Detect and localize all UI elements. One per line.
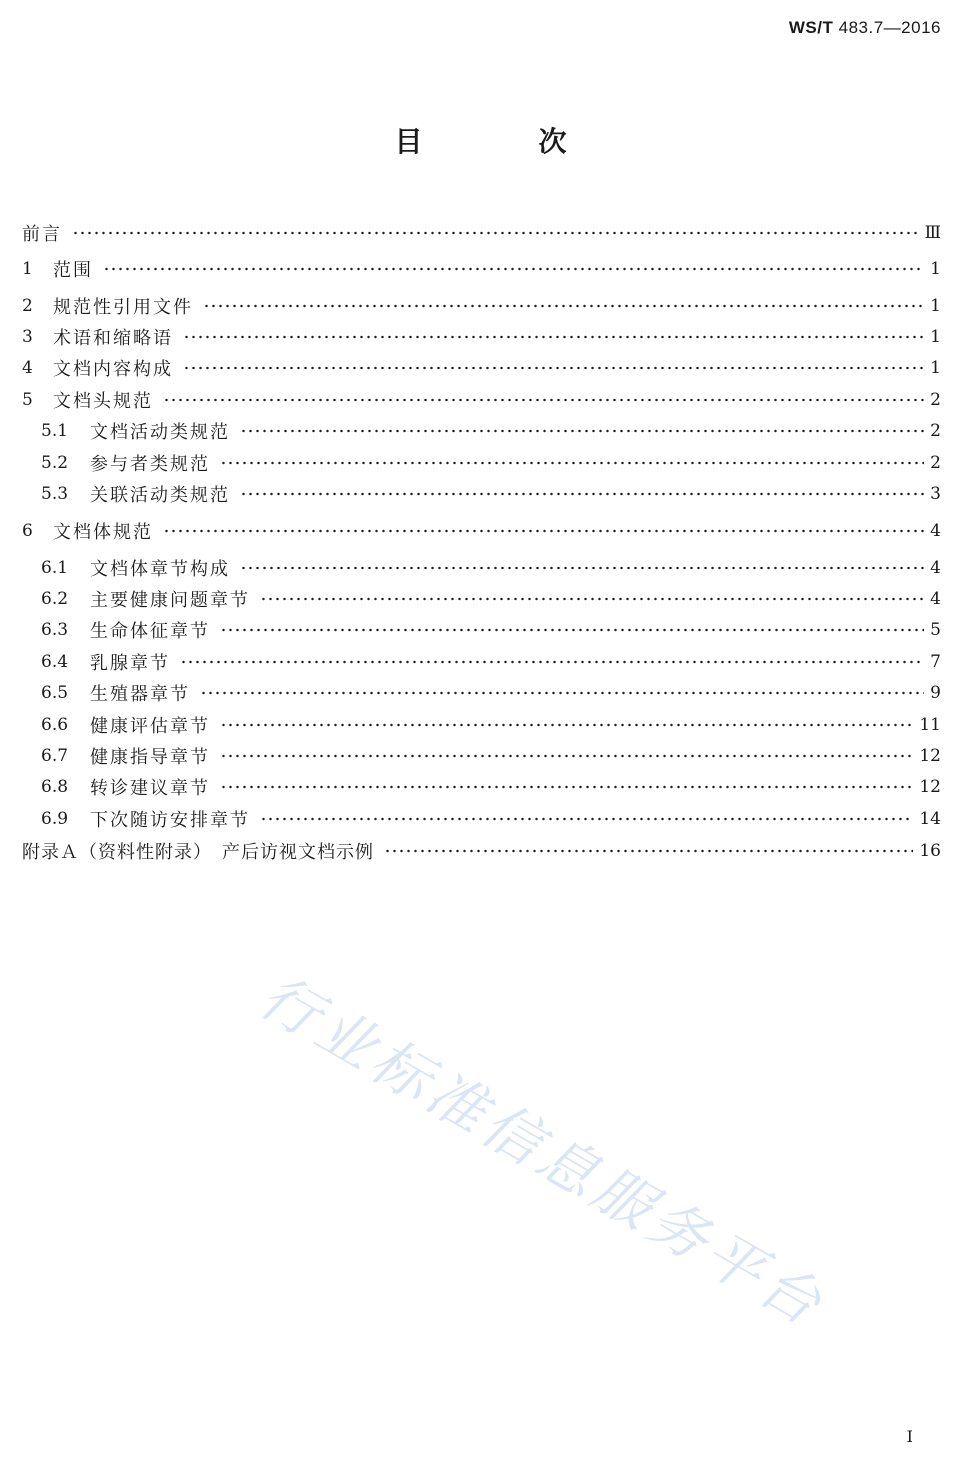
toc-entry-label: 文档内容构成: [53, 359, 173, 380]
toc-entry-label: 生殖器章节: [90, 684, 190, 705]
toc-entry-label: 健康指导章节: [90, 747, 210, 768]
toc-entry-6-8[interactable]: [41, 775, 941, 799]
leader-dots: [72, 226, 919, 240]
toc-entry-page: 12: [919, 777, 941, 797]
leader-dots: [220, 749, 913, 763]
toc-entry-page: 1: [930, 296, 941, 316]
toc-entry-number: 1: [22, 259, 33, 279]
toc-entry-6-1[interactable]: [41, 556, 941, 580]
page-title: 目 次: [394, 125, 611, 158]
toc-entry-label: 文档体章节构成: [90, 559, 230, 580]
leader-dots: [183, 330, 924, 344]
leader-dots: [220, 780, 913, 794]
toc-entry-label: 前言: [22, 224, 62, 245]
leader-dots: [384, 844, 913, 858]
toc-entry-page: 3: [930, 484, 941, 504]
toc-entry-number: 6.8: [41, 777, 69, 797]
toc-entry-number: 6.7: [41, 746, 69, 766]
toc-entry-label: 文档头规范: [53, 391, 153, 412]
toc-entry-page: Ⅲ: [924, 223, 941, 243]
toc-entry-number: 5.1: [41, 421, 69, 441]
leader-dots: [200, 686, 924, 700]
toc-entry-appendix-a[interactable]: [22, 839, 941, 863]
standard-code-number: 483.7—2016: [838, 18, 941, 37]
leader-dots: [260, 812, 913, 826]
leader-dots: [240, 561, 924, 575]
leader-dots: [260, 592, 924, 606]
toc-entry-page: 2: [930, 421, 941, 441]
toc-entry-number: 6.5: [41, 683, 69, 703]
toc-entry-number: 2: [22, 296, 33, 316]
toc-entry-number: 5: [22, 390, 33, 410]
leader-dots: [220, 456, 924, 470]
toc-entry-1[interactable]: [22, 257, 941, 281]
standard-code-prefix: WS/T: [788, 18, 834, 37]
toc-entry-foreword[interactable]: [22, 221, 941, 245]
toc-entry-4[interactable]: [22, 356, 941, 380]
leader-dots: [203, 299, 924, 313]
toc-entry-number: 6.6: [41, 715, 69, 735]
toc-entry-label: 乳腺章节: [90, 653, 170, 674]
toc-entry-number: 6.1: [41, 558, 69, 578]
toc-entry-label: 参与者类规范: [90, 454, 210, 475]
toc-entry-page: 4: [930, 521, 941, 541]
toc-entry-page: 14: [919, 809, 941, 829]
toc-entry-6-6[interactable]: [41, 713, 941, 737]
toc-entry-label: 关联活动类规范: [90, 485, 230, 506]
toc-entry-page: 16: [919, 841, 941, 861]
watermark: 行业标准信息服务平台: [248, 961, 837, 1341]
leader-dots: [220, 623, 924, 637]
toc-entry-page: 2: [930, 390, 941, 410]
toc-entry-2[interactable]: [22, 294, 941, 318]
toc-entry-number: 4: [22, 358, 33, 378]
toc-entry-label: 术语和缩略语: [53, 328, 173, 349]
page-number: Ⅰ: [906, 1427, 913, 1446]
leader-dots: [103, 262, 924, 276]
toc-entry-page: 7: [930, 652, 941, 672]
toc-entry-page: 4: [930, 589, 941, 609]
toc-entry-number: 6.3: [41, 620, 69, 640]
toc-entry-5-2[interactable]: [41, 451, 941, 475]
toc-entry-6-5[interactable]: [41, 681, 941, 705]
toc-entry-page: 2: [930, 453, 941, 473]
toc-entry-6-7[interactable]: [41, 744, 941, 768]
toc-entry-label: 健康评估章节: [90, 716, 210, 737]
leader-dots: [240, 424, 924, 438]
toc-entry-6-3[interactable]: [41, 618, 941, 642]
toc-entry-page: 1: [930, 358, 941, 378]
toc-entry-number: 3: [22, 327, 33, 347]
toc-entry-label: 转诊建议章节: [90, 778, 210, 799]
leader-dots: [163, 524, 924, 538]
toc-entry-6-9[interactable]: [41, 807, 941, 831]
toc-entry-label: 规范性引用文件: [53, 297, 193, 318]
toc-entry-page: 12: [919, 746, 941, 766]
toc-entry-label: 下次随访安排章节: [90, 810, 250, 831]
leader-dots: [163, 393, 924, 407]
leader-dots: [180, 655, 924, 669]
toc-entry-label: 主要健康问题章节: [90, 590, 250, 611]
toc-entry-5-1[interactable]: [41, 419, 941, 443]
toc-entry-number: 6: [22, 521, 33, 541]
toc-entry-label: 文档活动类规范: [90, 422, 230, 443]
toc-entry-6[interactable]: [22, 519, 941, 543]
toc-entry-5[interactable]: [22, 388, 941, 412]
toc-entry-number: 6.4: [41, 652, 69, 672]
toc-entry-label: 范围: [53, 260, 93, 281]
toc-entry-number: 6.9: [41, 809, 69, 829]
toc-entry-page: 9: [930, 683, 941, 703]
toc-entry-page: 4: [930, 558, 941, 578]
toc-entry-page: 11: [919, 715, 941, 735]
toc-entry-page: 5: [930, 620, 941, 640]
toc-entry-5-3[interactable]: [41, 482, 941, 506]
toc-entry-number: 6.2: [41, 589, 69, 609]
toc-entry-6-4[interactable]: [41, 650, 941, 674]
leader-dots: [183, 361, 924, 375]
leader-dots: [220, 718, 913, 732]
toc-entry-number: 5.3: [41, 484, 69, 504]
toc-entry-label: 生命体征章节: [90, 621, 210, 642]
toc-entry-label: 附录Ａ（资料性附录） 产后访视文档示例: [22, 842, 374, 863]
toc-entry-page: 1: [930, 327, 941, 347]
toc-entry-label: 文档体规范: [53, 522, 153, 543]
leader-dots: [240, 487, 924, 501]
toc-entry-page: 1: [930, 259, 941, 279]
toc-entry-3[interactable]: [22, 325, 941, 349]
toc-entry-number: 5.2: [41, 453, 69, 473]
toc-entry-6-2[interactable]: [41, 587, 941, 611]
